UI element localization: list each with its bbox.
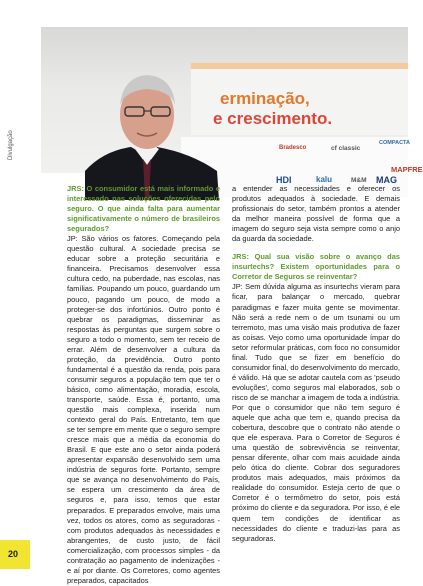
logo-mm: M&M bbox=[351, 177, 367, 184]
question-1: JRS: O consumidor está mais informado e interessado nas soluções oferecidas pelo seguro. O que ainda falta para aumentar significativamente o número de brasileiros segurados? bbox=[67, 184, 220, 234]
banner-text-line1: erminação, bbox=[220, 89, 310, 108]
event-banner bbox=[191, 63, 408, 135]
answer-2: JP: Sem dúvida alguma as insurtechs vieram para ficar, para balançar o mercado, quebrar paradigmas e fazer muita gente se movimentar. Não será a rede nem o de um tsunami ou um terremoto, mas uma visão mais produtiva de fazer as coisas. Vejo como uma oportunidade ímpar do setor reformular práticas, com foco no consumidor final. Tudo que se fizer em benefício do consumidor final, do desenvolvimento do mercado, é válido. Há que se adotar cautela com as 'pseudo evoluções', como seguros mal elaborados, sob o risco de se manchar a imagem de toda a indústria. Por que o consumidor que não tem seguro é aquele que acha que tem e, quando precisa da cobertura, descobre que o contrato não atende o que ele esperava. Para o Corretor de Seguros é uma questão de sobrevivência se reinventar, pensar diferente, olhar com mais acuidade ainda pelo ótica do cliente. Cobrar dos seguradores produtos mais adequados, mais próximos da realidade do consumidor. Esteja certo de que o Corretor é o termômetro do setor, pois está próximo do cliente e da seguradora. Por isso, é ele quem tem condições de identificar as necessidades do cliente e traduzi-las para as seguradoras. bbox=[232, 282, 400, 543]
logo-kalu: kalu bbox=[316, 175, 333, 184]
question-2: JRS: Qual sua visão sobre o avanço das insurtechs? Existem oportunidades para o Corretor de Seguros se reinventar? bbox=[232, 252, 400, 282]
right-column bbox=[232, 184, 400, 544]
answer-1-continued: a entender as necessidades e oferecer os produtos adequados à sociedade. E demais profissionais do setor, também prontos a atender da melhor maneira possível de forma que a imagem do seguro seja vista sempre como o anjo da guarda da sociedade. bbox=[232, 184, 400, 244]
logo-mag: MAG bbox=[376, 175, 397, 185]
logo-bradesco: Bradesco bbox=[279, 145, 307, 151]
hero-photo bbox=[41, 27, 423, 185]
logo-hdi: HDI bbox=[276, 175, 292, 185]
banner-accent bbox=[191, 63, 408, 69]
answer-1: JP: São vários os fatores. Começando pela questão cultural. A sociedade precisa se educar sobre a proteção securitária e financeira. Precisamos desenvolver essa cultura cedo, na puberdade, nas escolas, nas famílias. Poupando um pouco, guardando um pouco, pagando um pouco, de modo a proteger-se dos infortúnios. Outro ponto é quebrar os paradigmas, disseminar as respostas às perguntas que surgem sobre o seguro a todo o momento, sem ter receio de errar. Além de desenvolver a cultura da proteção, da previdência. Outro ponto fundamental é a questão da renda, pois para consumir seguros a população tem que ter o básico, como alimentação, moradia, escola, transporte, saúde. Essa é, portanto, uma questão mais complexa, inserida num contexto geral do País. Entretanto, tem que se ter sempre em mente que o seguro sempre cresce mais que a média da economia do Brasil. E que este ano o setor ainda poderá apresentar expansão desenvolvido sem uma indústria de seguros forte. Portanto, sempre que se avança no desenvolvimento do País, se espera um crescimento da área de seguros e, para isso, temos que estar preparados. E preparados envolve, mais uma vez, todos os atores, como as seguradoras - com produtos adequados às necessidades e abrangentes, de custo justo, de fácil comercialização, com processos simples - da contratação ao pagamento de indenizações - e aí por diante. Os Corretores, como agentes preparados, capacitados bbox=[67, 234, 220, 585]
banner-text-line2: e crescimento. bbox=[213, 109, 333, 128]
page-number: 20 bbox=[8, 549, 19, 559]
paragraph-gap bbox=[232, 244, 400, 252]
page-number-box bbox=[0, 540, 30, 569]
logo-mapfre: MAPFRE bbox=[391, 165, 423, 174]
photo-credit: Divulgação bbox=[8, 130, 14, 160]
left-column bbox=[67, 184, 220, 586]
logo-compacta: COMPACTA bbox=[379, 140, 410, 146]
interviewee-figure bbox=[85, 67, 219, 200]
logo-classic: cf classic bbox=[331, 145, 361, 152]
